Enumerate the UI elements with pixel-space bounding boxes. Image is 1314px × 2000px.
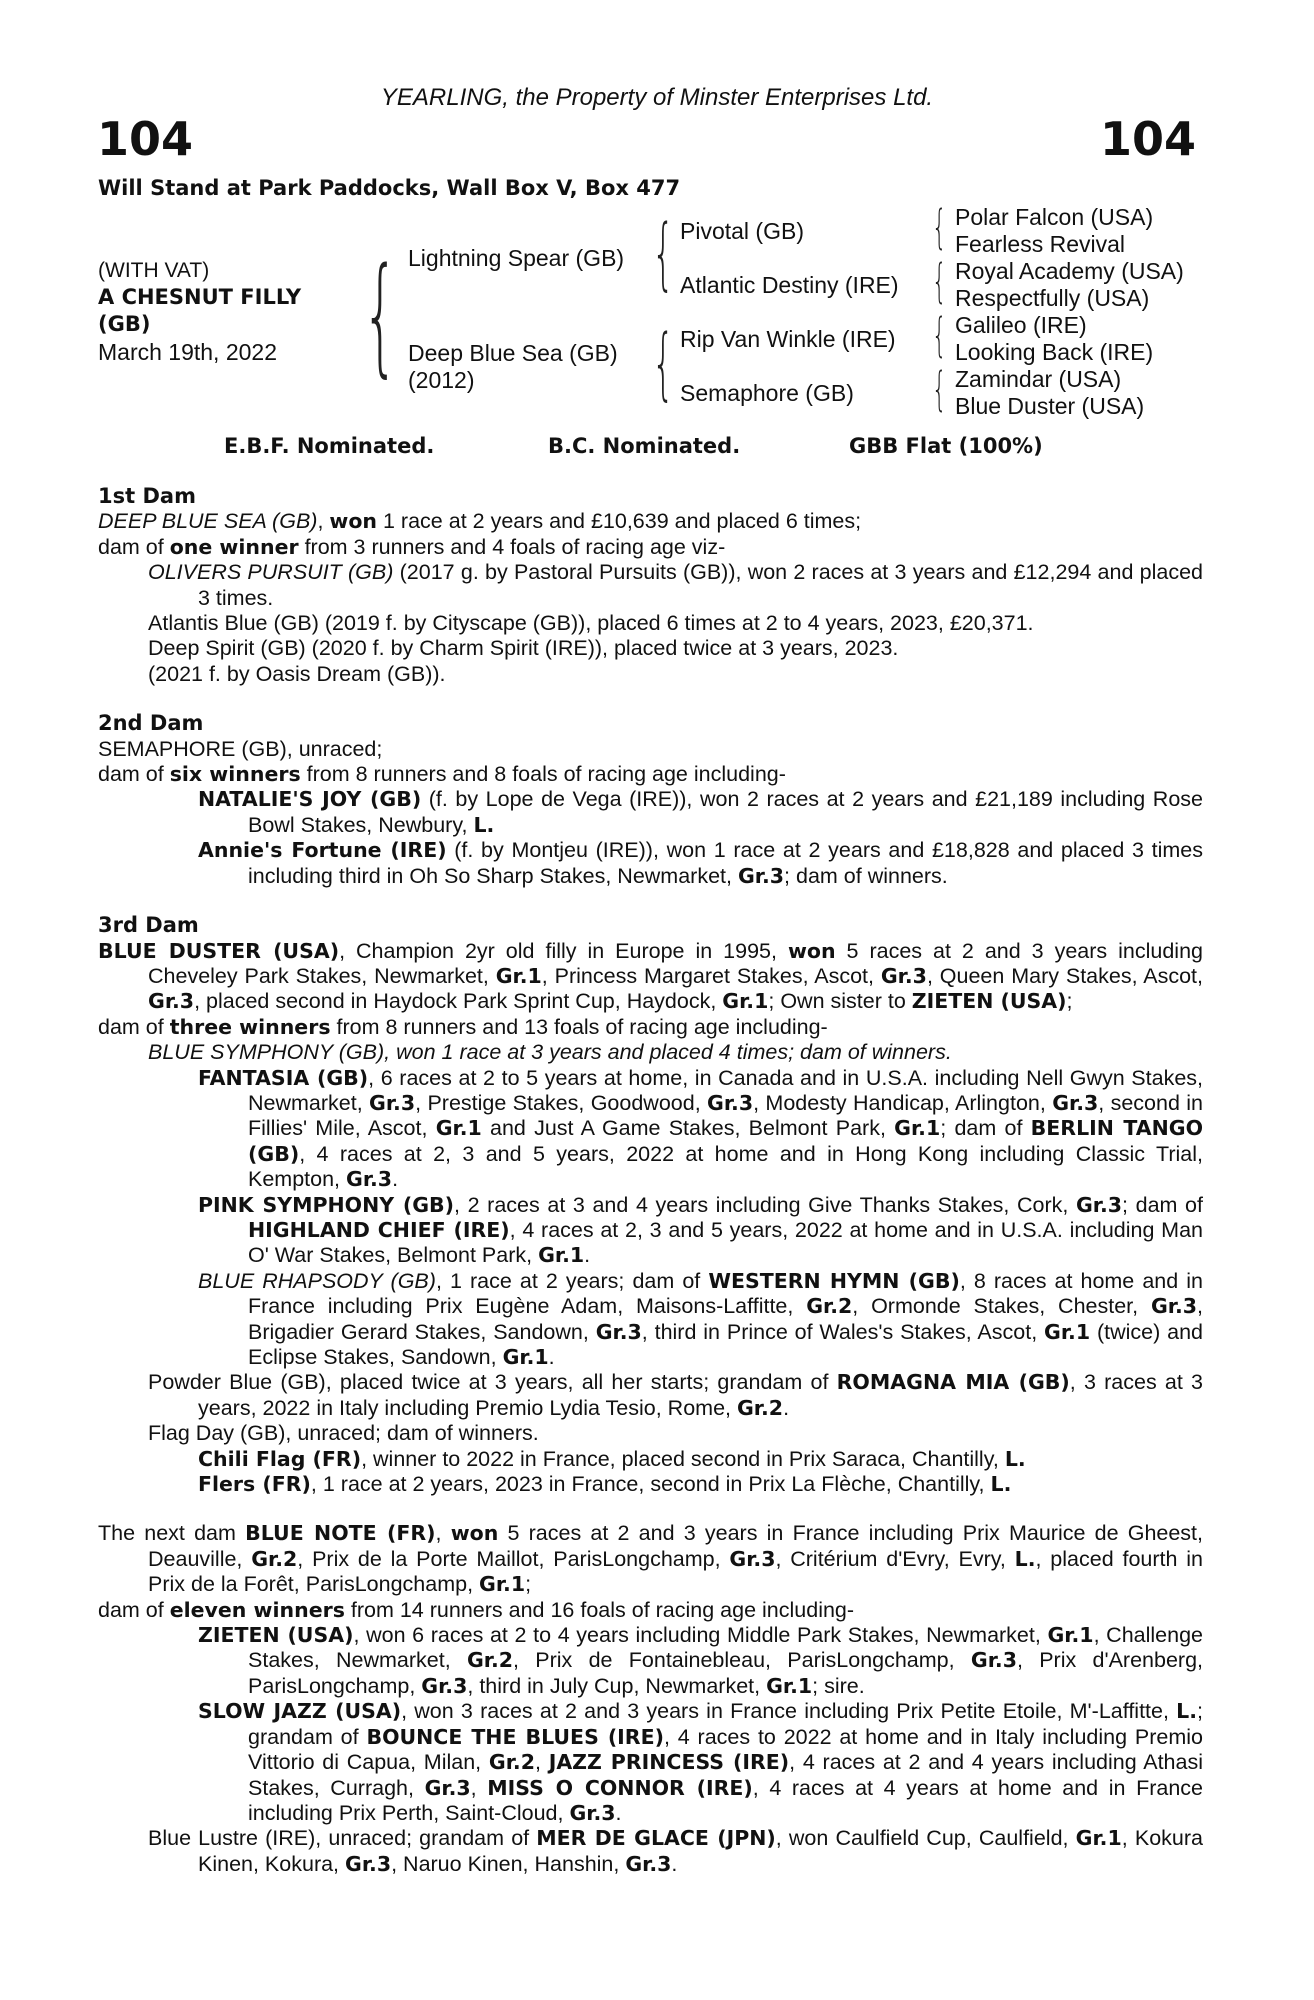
text: Gr.3 (707, 1090, 754, 1115)
produce-entry: BLUE SYMPHONY (GB), won 1 race at 3 years and placed 4 times; dam of winners. (148, 1040, 952, 1065)
dam-year: (2012) (408, 367, 475, 393)
text: . (783, 1395, 790, 1420)
text: L. (1014, 1546, 1036, 1571)
text: Gr.3 (880, 963, 927, 988)
text: WESTERN HYMN (GB) (708, 1268, 960, 1293)
spacer (98, 687, 1203, 711)
dam-name-text: DEEP BLUE SEA (GB) (98, 509, 318, 534)
text: , Prix d'Arenberg, ParisLongchamp, (248, 1648, 1203, 1698)
text: Gr.1 (538, 1243, 585, 1268)
section-heading-3rd-dam: 3rd Dam (98, 913, 199, 938)
text: JAZZ PRINCESS (IRE) (548, 1750, 790, 1775)
text: Gr.2 (488, 1750, 535, 1775)
text: BERLIN TANGO (GB) (248, 1116, 1203, 1166)
text: L. (1176, 1699, 1198, 1724)
spacer (98, 1497, 1203, 1521)
section-heading-1st-dam: 1st Dam (98, 484, 196, 508)
vat-note: (WITH VAT) (98, 259, 210, 282)
text: , Queen Mary Stakes, Ascot, (926, 963, 1203, 988)
produce-entry (98, 1193, 1203, 1269)
text: . (615, 1800, 622, 1825)
text: Gr.3 (970, 1648, 1017, 1673)
dam-brace: { (652, 319, 675, 409)
spacer (98, 889, 1203, 913)
bc-nomination: B.C. Nominated. (548, 434, 741, 458)
text: Gr.3 (625, 1851, 672, 1876)
ggp-5: Galileo (IRE) (955, 312, 1087, 338)
text: . (392, 1167, 399, 1192)
text: L. (1004, 1446, 1026, 1471)
text: , Brigadier Gerard Stakes, Sandown, (248, 1294, 1203, 1344)
text: . (671, 1851, 678, 1876)
text: dam of (98, 1597, 170, 1622)
text: . (548, 1345, 555, 1369)
text: , (435, 1521, 451, 1546)
text: PINK SYMPHONY (GB) (198, 1192, 455, 1217)
text: , third in July Cup, Newmarket, (467, 1673, 767, 1698)
text: HIGHLAND CHIEF (IRE) (248, 1217, 510, 1242)
produce-entry (98, 1269, 1203, 1371)
text: , Naruo Kinen, Hanshin, (391, 1851, 626, 1876)
text: L. (990, 1472, 1012, 1497)
text: (twice) and Eclipse Stakes, Sandown, (248, 1319, 1203, 1369)
text: ; grandam of (248, 1699, 1203, 1749)
text: , (317, 509, 330, 534)
text: , Kokura Kinen, Kokura, (198, 1826, 1203, 1876)
ggp-2: Fearless Revival (955, 231, 1125, 257)
text: three winners (169, 1014, 331, 1039)
text: won (787, 938, 836, 963)
text: from 14 runners and 16 foals of racing age including- (344, 1597, 855, 1622)
text: , 1 race at 2 years; dam of (435, 1268, 709, 1293)
text: , won 3 races at 2 and 3 years in France including Prix Petite Etoile, M'-Laffitte, (401, 1699, 1177, 1724)
brace-ggp-2: { (932, 254, 947, 308)
lot-description: A CHESNUT FILLY (98, 285, 302, 309)
text: , placed fourth in Prix de la Forêt, ParisLongchamp, (148, 1546, 1203, 1597)
produce-entry: Flag Day (GB), unraced; dam of winners. (148, 1421, 539, 1446)
text: Gr.3 (1052, 1090, 1099, 1115)
text: Gr.1 (1044, 1319, 1091, 1344)
text: ZIETEN (USA) (911, 989, 1067, 1014)
text: , 6 races at 2 to 5 years at home, in Canada and in U.S.A. including Nell Gwyn Stakes, Newmarket, (248, 1065, 1204, 1115)
text: MISS O CONNOR (IRE) (487, 1775, 753, 1800)
text: , second in Fillies' Mile, Ascot, (248, 1090, 1203, 1141)
text: , 3 races at 3 years, 2022 in Italy including Premio Lydia Tesio, Rome, (198, 1370, 1204, 1420)
text: ; Own sister to (768, 989, 912, 1014)
text: , Ormonde Stakes, Chester, (852, 1294, 1151, 1319)
text: ; dam of (940, 1116, 1031, 1141)
text: Gr.1 (722, 989, 769, 1014)
text: NATALIE'S JOY (GB) (198, 787, 422, 812)
text: from 8 runners and 8 foals of racing age including- (300, 762, 786, 787)
third-dam-produce (98, 1015, 1203, 1040)
text: Flers (FR) (198, 1472, 311, 1497)
text: ; dam of winners. (784, 863, 948, 888)
text: ZIETEN (USA) (198, 1623, 354, 1648)
text: won (450, 1521, 499, 1546)
text: Powder Blue (GB), placed twice at 3 years, all her starts; grandam of (148, 1370, 837, 1395)
foaling-date: March 19th, 2022 (98, 339, 278, 365)
text: , (470, 1775, 488, 1800)
text: one winner (169, 534, 299, 559)
ggp-1: Polar Falcon (USA) (955, 204, 1154, 230)
text: from 3 runners and 4 foals of racing age viz- (298, 534, 726, 559)
dam-dam: Semaphore (GB) (680, 380, 854, 406)
text: Blue Lustre (IRE), unraced; grandam of (148, 1826, 537, 1851)
ggp-7: Zamindar (USA) (955, 366, 1122, 392)
dam-sire: Rip Van Winkle (IRE) (680, 326, 896, 352)
text: dam of (98, 762, 170, 787)
text: ; sire. (812, 1673, 865, 1698)
text: Gr.1 (479, 1572, 526, 1597)
stand-location: Will Stand at Park Paddocks, Wall Box V, Box 477 (98, 176, 681, 200)
text: six winners (169, 762, 301, 787)
text: (f. by Lope de Vega (IRE)), won 2 races at 2 years and £21,189 including Rose Bowl Stakes, Newbury, (248, 787, 1203, 837)
text: , 8 races at home and in France including Prix Eugène Adam, Maisons-Laffitte, (248, 1268, 1203, 1319)
text: , won Caulfield Cup, Caulfield, (775, 1826, 1076, 1851)
text: Gr.3 (346, 1167, 393, 1192)
text: FANTASIA (GB) (198, 1065, 369, 1090)
text: . (584, 1243, 591, 1268)
second-dam-summary: SEMAPHORE (GB), unraced; (98, 736, 383, 761)
second-dam-produce (98, 762, 1203, 787)
text: Annie's Fortune (IRE) (198, 838, 447, 863)
catalogue-body (98, 484, 1203, 1877)
text: Gr.1 (766, 1673, 813, 1698)
text: Gr.3 (1150, 1294, 1198, 1319)
text: The next dam (98, 1521, 246, 1546)
text: MER DE GLACE (JPN) (536, 1826, 776, 1851)
text: Gr.1 (894, 1116, 941, 1141)
produce-entry (98, 1472, 1203, 1497)
text: 5 races at 2 and 3 years including Cheveley Park Stakes, Newmarket, (148, 938, 1203, 988)
text: dam of (98, 534, 170, 559)
produce-entry (98, 1447, 1203, 1472)
text: , winner to 2022 in France, placed second in Prix Saraca, Chantilly, (361, 1446, 1005, 1471)
text: from 8 runners and 13 foals of racing age including- (330, 1014, 828, 1039)
section-heading-2nd-dam: 2nd Dam (98, 711, 204, 736)
text: Gr.3 (595, 1319, 642, 1344)
text: BLUE NOTE (FR) (245, 1521, 436, 1546)
ggp-3: Royal Academy (USA) (955, 258, 1184, 284)
text: BLUE RHAPSODY (GB) (198, 1268, 436, 1293)
text: , (534, 1750, 549, 1775)
text: Gr.2 (251, 1546, 298, 1571)
text: Gr.1 (435, 1116, 482, 1141)
text: Gr.3 (345, 1851, 392, 1876)
pedigree-brace-main: { (362, 241, 399, 390)
text: and Just A Game Stakes, Belmont Park, (481, 1116, 895, 1141)
produce-entry (98, 787, 1203, 838)
text: Gr.1 (1047, 1623, 1094, 1648)
produce-entry (98, 1826, 1203, 1877)
text: 1 race at 2 years and £10,639 and placed 6 times; (377, 509, 862, 534)
sire-sire: Pivotal (GB) (680, 218, 804, 244)
sire-name: Lightning Spear (GB) (408, 245, 625, 271)
text: , Prix de la Porte Maillot, ParisLongchamp, (297, 1546, 730, 1571)
text: Chili Flag (FR) (198, 1446, 362, 1471)
ggp-6: Looking Back (IRE) (955, 339, 1154, 365)
sire-dam: Atlantic Destiny (IRE) (680, 272, 899, 298)
text: , 4 races at 2 and 4 years including Athasi Stakes, Curragh, (248, 1750, 1203, 1800)
text: 5 races at 2 and 3 years in France including Prix Maurice de Gheest, Deauville, (148, 1521, 1204, 1571)
text: Gr.3 (569, 1800, 616, 1825)
produce-entry: (2021 f. by Oasis Dream (GB)). (148, 661, 446, 686)
brace-ggp-1: { (932, 200, 947, 254)
text: Gr.3 (1075, 1192, 1123, 1217)
brace-ggp-4: { (932, 362, 947, 416)
property-line: YEARLING, the Property of Minster Enterprises Ltd. (380, 84, 934, 111)
lot-number-left: 104 (97, 112, 194, 166)
dam-summary (98, 509, 1203, 534)
text: , Challenge Stakes, Newmarket, (248, 1623, 1203, 1673)
text: dam of (98, 1014, 170, 1039)
text: Gr.2 (806, 1294, 853, 1319)
text: , 4 races at 2, 3 and 5 years, 2022 at home and in U.S.A. including Man O' War Stakes, Belmont Park, (248, 1217, 1203, 1268)
text: , 4 races at 4 years at home and in France including Prix Perth, Saint-Cloud, (248, 1775, 1203, 1825)
text: Gr.2 (466, 1648, 514, 1673)
lot-number-right: 104 (1099, 112, 1196, 166)
third-dam-summary (98, 939, 1203, 1015)
text: Gr.3 (421, 1673, 468, 1698)
text: Gr.3 (729, 1546, 776, 1571)
lot-description-country: (GB) (98, 312, 151, 336)
text: won (329, 509, 378, 534)
text: , Critérium d'Evry, Evry, (775, 1546, 1015, 1571)
text: ROMAGNA MIA (GB) (836, 1370, 1070, 1395)
text: , Princess Margaret Stakes, Ascot, (541, 963, 881, 988)
dam-name: Deep Blue Sea (GB) (408, 340, 618, 366)
text: ; dam of (1122, 1192, 1203, 1217)
text: , placed second in Haydock Park Sprint Cup, Haydock, (194, 989, 723, 1014)
text: Gr.2 (736, 1395, 784, 1420)
next-dam-summary (98, 1521, 1203, 1597)
text: Gr.1 (1075, 1826, 1122, 1851)
text: Gr.3 (148, 989, 195, 1014)
text: , 1 race at 2 years, 2023 in France, second in Prix La Flèche, Chantilly, (310, 1472, 991, 1497)
text: BLUE DUSTER (USA) (98, 938, 340, 963)
next-dam-produce (98, 1598, 1203, 1623)
produce-entry (98, 560, 1203, 611)
produce-entry (98, 1623, 1203, 1699)
text: ; (525, 1572, 532, 1597)
dam-produce-summary (98, 535, 1203, 560)
text: Gr.1 (495, 963, 542, 988)
ebf-nomination: E.B.F. Nominated. (224, 434, 435, 458)
text: Gr.3 (424, 1775, 471, 1800)
brace-ggp-3: { (932, 308, 947, 362)
text: Gr.1 (502, 1345, 549, 1369)
produce-entry (98, 1699, 1203, 1826)
text: , Prix de Fontainebleau, ParisLongchamp, (513, 1648, 971, 1673)
text: , 4 races at 2, 3 and 5 years, 2022 at home and in Hong Kong including Classic Trial, Kempton, (248, 1141, 1203, 1192)
text: , 4 races to 2022 at home and in Italy including Premio Vittorio di Capua, Milan, (248, 1724, 1203, 1775)
text: , Modesty Handicap, Arlington, (753, 1090, 1053, 1115)
text: L. (473, 812, 495, 837)
produce-entry (98, 1066, 1203, 1193)
produce-entry: Deep Spirit (GB) (2020 f. by Charm Spirit (IRE)), placed twice at 3 years, 2023. (148, 636, 899, 661)
text: ; (1066, 989, 1073, 1014)
ggp-4: Respectfully (USA) (955, 285, 1150, 311)
produce-entry: Atlantis Blue (GB) (2019 f. by Cityscape (GB)), placed 6 times at 2 to 4 years, 2023, £20,371. (148, 611, 1034, 636)
produce-entry (98, 838, 1203, 889)
text: , 2 races at 3 and 4 years including Give Thanks Stakes, Cork, (454, 1192, 1076, 1217)
text: (2017 g. by Pastoral Pursuits (GB)), won 2 races at 3 years and £12,294 and placed 3 times. (198, 560, 1203, 610)
text: , third in Prince of Wales's Stakes, Ascot, (641, 1319, 1045, 1344)
text: OLIVERS PURSUIT (GB) (148, 560, 394, 585)
ggp-8: Blue Duster (USA) (955, 393, 1145, 419)
produce-entry (98, 1370, 1203, 1421)
text: , Prestige Stakes, Goodwood, (415, 1090, 708, 1115)
text: (f. by Montjeu (IRE)), won 1 race at 2 years and £18,828 and placed 3 times including third in Oh So Sharp Stakes, Newmarket, (248, 838, 1203, 888)
text: eleven winners (169, 1597, 345, 1622)
gbb-flat: GBB Flat (100%) (849, 434, 1043, 458)
text: Gr.3 (737, 863, 785, 888)
text: , won 6 races at 2 to 4 years including Middle Park Stakes, Newmarket, (353, 1623, 1048, 1648)
text: SLOW JAZZ (USA) (198, 1699, 402, 1724)
text: Gr.3 (369, 1090, 416, 1115)
text: , Champion 2yr old filly in Europe in 1995, (339, 938, 788, 963)
text: BOUNCE THE BLUES (IRE) (366, 1724, 664, 1749)
sire-brace: { (652, 209, 675, 299)
